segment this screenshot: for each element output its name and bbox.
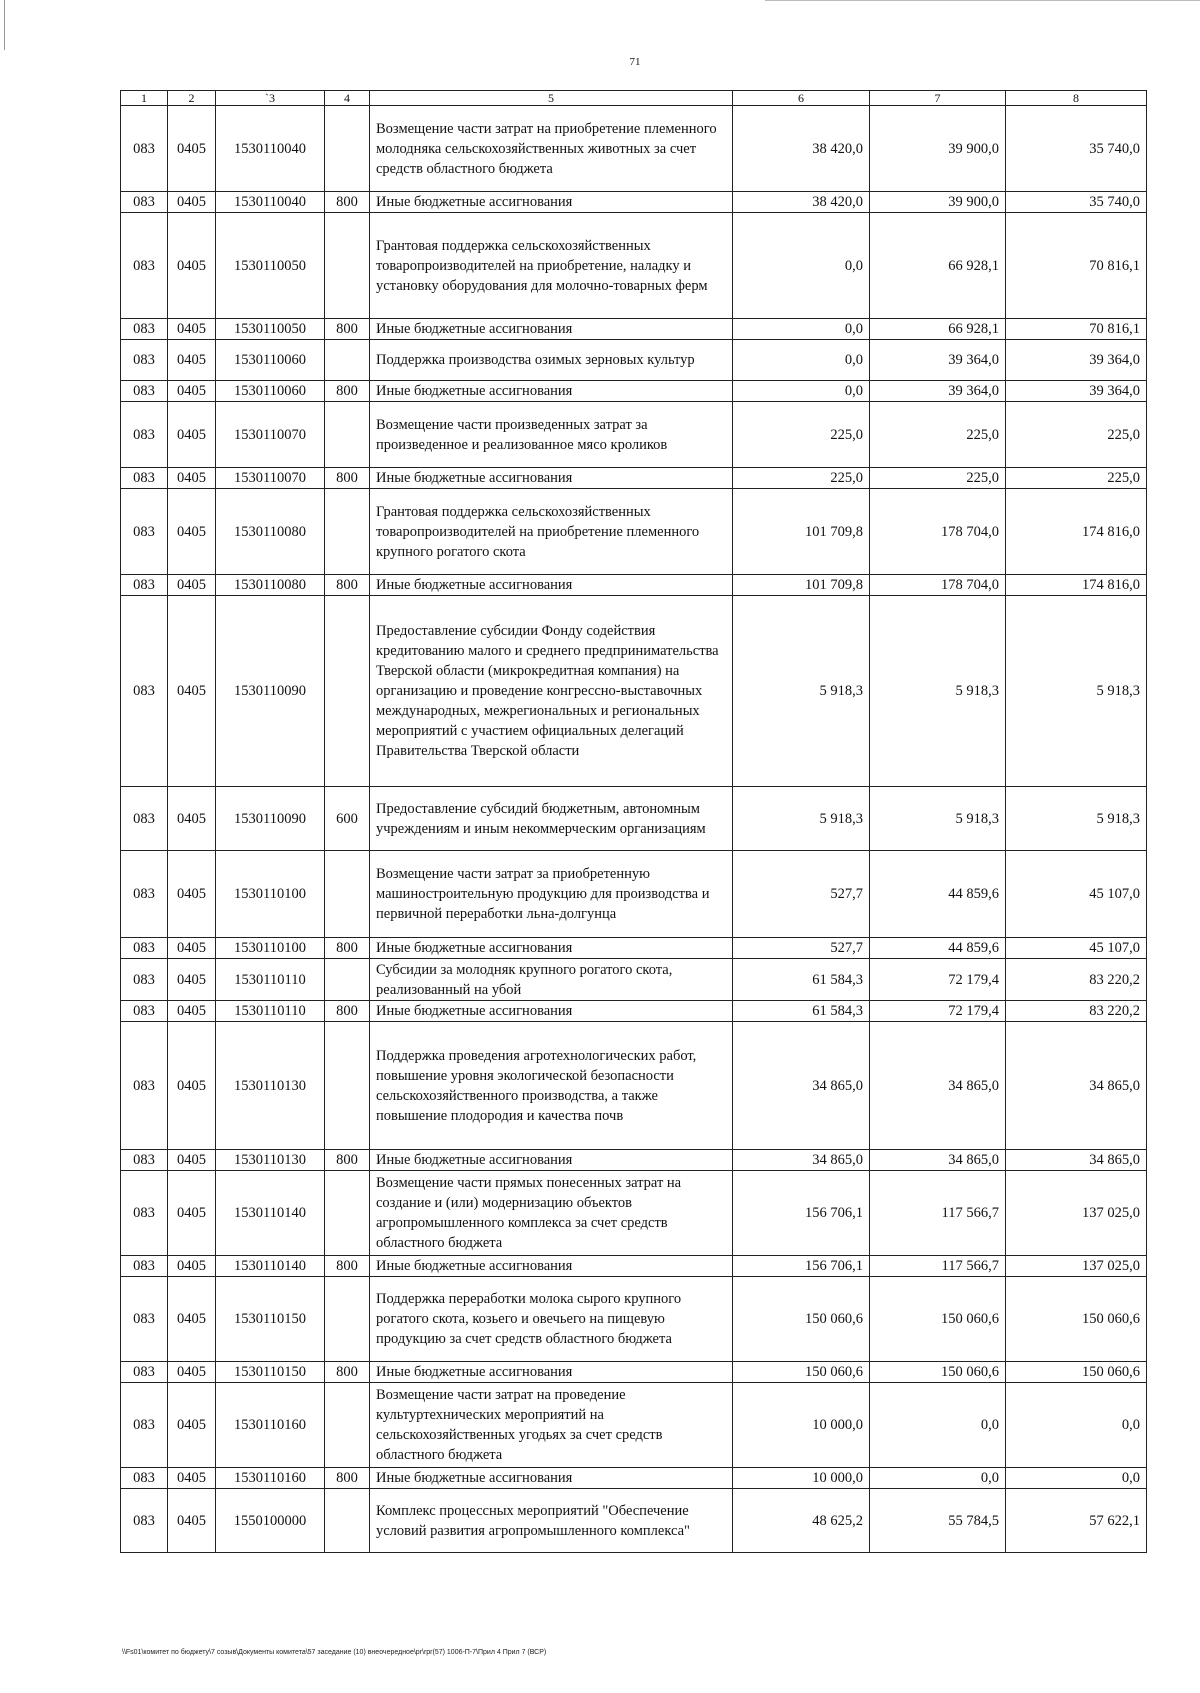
expense-type-cell xyxy=(325,1171,370,1256)
table-row xyxy=(121,1277,1147,1362)
amount-col8-cell: 150 060,6 xyxy=(1006,1277,1147,1362)
expense-type-cell: 800 xyxy=(325,1256,370,1277)
amount-col8-cell: 5 918,3 xyxy=(1006,596,1147,787)
target-article-cell: 1530110090 xyxy=(216,596,325,787)
expense-type-cell: 800 xyxy=(325,381,370,402)
section-code-cell: 0405 xyxy=(168,319,216,340)
amount-col6-cell: 38 420,0 xyxy=(733,106,870,192)
amount-col7-cell: 225,0 xyxy=(870,402,1006,468)
amount-col8-cell: 137 025,0 xyxy=(1006,1171,1147,1256)
amount-col6-cell: 527,7 xyxy=(733,851,870,938)
ministry-code-cell: 083 xyxy=(121,381,168,402)
table-row xyxy=(121,402,1147,468)
section-code-cell: 0405 xyxy=(168,1383,216,1468)
amount-col6-cell: 34 865,0 xyxy=(733,1150,870,1171)
ministry-code-cell: 083 xyxy=(121,1468,168,1489)
target-article-cell: 1530110060 xyxy=(216,340,325,381)
ministry-code-cell: 083 xyxy=(121,1256,168,1277)
target-article-cell: 1530110150 xyxy=(216,1277,325,1362)
column-header-8: 8 xyxy=(1006,91,1147,106)
target-article-cell: 1530110140 xyxy=(216,1171,325,1256)
column-header-3: `3 xyxy=(216,91,325,106)
amount-col7-cell: 66 928,1 xyxy=(870,319,1006,340)
table-row xyxy=(121,489,1147,575)
ministry-code-cell: 083 xyxy=(121,1022,168,1150)
ministry-code-cell: 083 xyxy=(121,489,168,575)
amount-col6-cell: 61 584,3 xyxy=(733,959,870,1001)
ministry-code-cell: 083 xyxy=(121,1001,168,1022)
table-row xyxy=(121,787,1147,851)
table-row xyxy=(121,1383,1147,1468)
section-code-cell: 0405 xyxy=(168,1277,216,1362)
target-article-cell: 1530110130 xyxy=(216,1150,325,1171)
table-row xyxy=(121,106,1147,192)
section-code-cell: 0405 xyxy=(168,340,216,381)
ministry-code-cell: 083 xyxy=(121,938,168,959)
expense-type-cell xyxy=(325,1489,370,1553)
target-article-cell: 1530110070 xyxy=(216,468,325,489)
table-row xyxy=(121,1256,1147,1277)
target-article-cell: 1530110050 xyxy=(216,213,325,319)
amount-col8-cell: 57 622,1 xyxy=(1006,1489,1147,1553)
amount-col6-cell: 61 584,3 xyxy=(733,1001,870,1022)
table-row xyxy=(121,1022,1147,1150)
amount-col8-cell: 34 865,0 xyxy=(1006,1150,1147,1171)
amount-col7-cell: 72 179,4 xyxy=(870,959,1006,1001)
section-code-cell: 0405 xyxy=(168,213,216,319)
column-header-2: 2 xyxy=(168,91,216,106)
description-cell: Иные бюджетные ассигнования xyxy=(370,575,733,596)
section-code-cell: 0405 xyxy=(168,1150,216,1171)
target-article-cell: 1530110100 xyxy=(216,851,325,938)
amount-col6-cell: 150 060,6 xyxy=(733,1362,870,1383)
table-body xyxy=(121,106,1147,1553)
section-code-cell: 0405 xyxy=(168,575,216,596)
description-cell: Возмещение части затрат за приобретенную машиностроительную продукцию для производства и первичной переработки льна-долгунца xyxy=(370,851,733,938)
amount-col7-cell: 55 784,5 xyxy=(870,1489,1006,1553)
section-code-cell: 0405 xyxy=(168,1489,216,1553)
amount-col6-cell: 5 918,3 xyxy=(733,787,870,851)
amount-col6-cell: 10 000,0 xyxy=(733,1383,870,1468)
amount-col6-cell: 5 918,3 xyxy=(733,596,870,787)
amount-col7-cell: 39 900,0 xyxy=(870,106,1006,192)
target-article-cell: 1530110110 xyxy=(216,959,325,1001)
amount-col8-cell: 137 025,0 xyxy=(1006,1256,1147,1277)
amount-col7-cell: 117 566,7 xyxy=(870,1171,1006,1256)
expense-type-cell xyxy=(325,489,370,575)
expense-type-cell xyxy=(325,1277,370,1362)
amount-col6-cell: 10 000,0 xyxy=(733,1468,870,1489)
expense-type-cell: 800 xyxy=(325,1468,370,1489)
ministry-code-cell: 083 xyxy=(121,402,168,468)
section-code-cell: 0405 xyxy=(168,1362,216,1383)
section-code-cell: 0405 xyxy=(168,959,216,1001)
target-article-cell: 1530110100 xyxy=(216,938,325,959)
target-article-cell: 1530110130 xyxy=(216,1022,325,1150)
ministry-code-cell: 083 xyxy=(121,319,168,340)
target-article-cell: 1530110080 xyxy=(216,489,325,575)
ministry-code-cell: 083 xyxy=(121,192,168,213)
expense-type-cell: 600 xyxy=(325,787,370,851)
amount-col6-cell: 0,0 xyxy=(733,213,870,319)
target-article-cell: 1530110140 xyxy=(216,1256,325,1277)
amount-col7-cell: 44 859,6 xyxy=(870,938,1006,959)
table-row xyxy=(121,468,1147,489)
description-cell: Поддержка проведения агротехнологических работ, повышение уровня экологической безопасности сельскохозяйственного производства, а также повышение плодородия и качества почв xyxy=(370,1022,733,1150)
expense-type-cell: 800 xyxy=(325,468,370,489)
amount-col6-cell: 0,0 xyxy=(733,319,870,340)
amount-col8-cell: 174 816,0 xyxy=(1006,575,1147,596)
column-header-4: 4 xyxy=(325,91,370,106)
expense-type-cell xyxy=(325,402,370,468)
amount-col8-cell: 39 364,0 xyxy=(1006,381,1147,402)
ministry-code-cell: 083 xyxy=(121,1277,168,1362)
description-cell: Иные бюджетные ассигнования xyxy=(370,1256,733,1277)
table-row xyxy=(121,1150,1147,1171)
ministry-code-cell: 083 xyxy=(121,851,168,938)
amount-col7-cell: 150 060,6 xyxy=(870,1277,1006,1362)
amount-col8-cell: 225,0 xyxy=(1006,402,1147,468)
amount-col8-cell: 39 364,0 xyxy=(1006,340,1147,381)
section-code-cell: 0405 xyxy=(168,1022,216,1150)
section-code-cell: 0405 xyxy=(168,1256,216,1277)
table-row xyxy=(121,959,1147,1001)
amount-col8-cell: 0,0 xyxy=(1006,1468,1147,1489)
amount-col7-cell: 39 364,0 xyxy=(870,340,1006,381)
description-cell: Предоставление субсидий бюджетным, автономным учреждениям и иным некоммерческим организациям xyxy=(370,787,733,851)
target-article-cell: 1530110040 xyxy=(216,192,325,213)
table-row xyxy=(121,1171,1147,1256)
section-code-cell: 0405 xyxy=(168,1171,216,1256)
table-row xyxy=(121,319,1147,340)
amount-col7-cell: 178 704,0 xyxy=(870,575,1006,596)
table-row xyxy=(121,851,1147,938)
target-article-cell: 1530110110 xyxy=(216,1001,325,1022)
section-code-cell: 0405 xyxy=(168,787,216,851)
amount-col7-cell: 150 060,6 xyxy=(870,1362,1006,1383)
amount-col8-cell: 83 220,2 xyxy=(1006,1001,1147,1022)
description-cell: Иные бюджетные ассигнования xyxy=(370,319,733,340)
amount-col7-cell: 0,0 xyxy=(870,1383,1006,1468)
expense-type-cell xyxy=(325,959,370,1001)
expense-type-cell xyxy=(325,1022,370,1150)
description-cell: Грантовая поддержка сельскохозяйственных товаропроизводителей на приобретение, наладку и установку оборудования для молочно-товарных ферм xyxy=(370,213,733,319)
amount-col7-cell: 39 900,0 xyxy=(870,192,1006,213)
amount-col6-cell: 48 625,2 xyxy=(733,1489,870,1553)
table-row xyxy=(121,1489,1147,1553)
target-article-cell: 1530110160 xyxy=(216,1468,325,1489)
ministry-code-cell: 083 xyxy=(121,340,168,381)
expense-type-cell xyxy=(325,1383,370,1468)
amount-col7-cell: 178 704,0 xyxy=(870,489,1006,575)
ministry-code-cell: 083 xyxy=(121,213,168,319)
description-cell: Поддержка производства озимых зерновых культур xyxy=(370,340,733,381)
amount-col7-cell: 34 865,0 xyxy=(870,1022,1006,1150)
target-article-cell: 1530110080 xyxy=(216,575,325,596)
section-code-cell: 0405 xyxy=(168,851,216,938)
target-article-cell: 1530110050 xyxy=(216,319,325,340)
amount-col7-cell: 5 918,3 xyxy=(870,787,1006,851)
amount-col6-cell: 34 865,0 xyxy=(733,1022,870,1150)
section-code-cell: 0405 xyxy=(168,381,216,402)
scan-border-top xyxy=(765,0,1200,1)
table-row xyxy=(121,575,1147,596)
expense-type-cell: 800 xyxy=(325,1001,370,1022)
table-row xyxy=(121,1468,1147,1489)
amount-col7-cell: 44 859,6 xyxy=(870,851,1006,938)
target-article-cell: 1550100000 xyxy=(216,1489,325,1553)
section-code-cell: 0405 xyxy=(168,402,216,468)
expense-type-cell: 800 xyxy=(325,192,370,213)
expense-type-cell: 800 xyxy=(325,1362,370,1383)
amount-col6-cell: 225,0 xyxy=(733,402,870,468)
expense-type-cell xyxy=(325,851,370,938)
description-cell: Возмещение части прямых понесенных затрат на создание и (или) модернизацию объектов агропромышленного комплекса за счет средств областного бюджета xyxy=(370,1171,733,1256)
table-row xyxy=(121,1362,1147,1383)
description-cell: Иные бюджетные ассигнования xyxy=(370,381,733,402)
description-cell: Иные бюджетные ассигнования xyxy=(370,468,733,489)
amount-col7-cell: 34 865,0 xyxy=(870,1150,1006,1171)
amount-col7-cell: 5 918,3 xyxy=(870,596,1006,787)
table-row xyxy=(121,381,1147,402)
target-article-cell: 1530110070 xyxy=(216,402,325,468)
section-code-cell: 0405 xyxy=(168,192,216,213)
description-cell: Иные бюджетные ассигнования xyxy=(370,192,733,213)
ministry-code-cell: 083 xyxy=(121,1362,168,1383)
table-row xyxy=(121,340,1147,381)
amount-col8-cell: 34 865,0 xyxy=(1006,1022,1147,1150)
expense-type-cell xyxy=(325,213,370,319)
amount-col6-cell: 38 420,0 xyxy=(733,192,870,213)
target-article-cell: 1530110090 xyxy=(216,787,325,851)
column-header-5: 5 xyxy=(370,91,733,106)
ministry-code-cell: 083 xyxy=(121,959,168,1001)
section-code-cell: 0405 xyxy=(168,468,216,489)
description-cell: Грантовая поддержка сельскохозяйственных товаропроизводителей на приобретение племенного крупного рогатого скота xyxy=(370,489,733,575)
table-header xyxy=(121,91,1147,106)
budget-table xyxy=(120,90,1147,1553)
ministry-code-cell: 083 xyxy=(121,468,168,489)
amount-col7-cell: 39 364,0 xyxy=(870,381,1006,402)
amount-col8-cell: 70 816,1 xyxy=(1006,213,1147,319)
section-code-cell: 0405 xyxy=(168,1468,216,1489)
ministry-code-cell: 083 xyxy=(121,575,168,596)
description-cell: Возмещение части затрат на приобретение племенного молодняка сельскохозяйственных животных за счет средств областного бюджета xyxy=(370,106,733,192)
table-row xyxy=(121,213,1147,319)
expense-type-cell xyxy=(325,340,370,381)
amount-col8-cell: 174 816,0 xyxy=(1006,489,1147,575)
expense-type-cell xyxy=(325,596,370,787)
ministry-code-cell: 083 xyxy=(121,1171,168,1256)
amount-col6-cell: 150 060,6 xyxy=(733,1277,870,1362)
ministry-code-cell: 083 xyxy=(121,1383,168,1468)
column-number-row xyxy=(121,91,1147,106)
table-row xyxy=(121,596,1147,787)
description-cell: Поддержка переработки молока сырого крупного рогатого скота, козьего и овечьего на пищевую продукцию за счет средств областного бюджета xyxy=(370,1277,733,1362)
section-code-cell: 0405 xyxy=(168,596,216,787)
amount-col8-cell: 35 740,0 xyxy=(1006,106,1147,192)
footer-file-path: \\Fs01\комитет по бюджету\7 созыв\Документы комитета\57 заседание (10) внеочередное\pr\rpr(57) 1006-П-7\Прил 4 Прил 7 (ВСР) xyxy=(122,1649,547,1656)
amount-col8-cell: 70 816,1 xyxy=(1006,319,1147,340)
amount-col6-cell: 225,0 xyxy=(733,468,870,489)
target-article-cell: 1530110150 xyxy=(216,1362,325,1383)
amount-col8-cell: 225,0 xyxy=(1006,468,1147,489)
amount-col7-cell: 0,0 xyxy=(870,1468,1006,1489)
amount-col6-cell: 156 706,1 xyxy=(733,1171,870,1256)
section-code-cell: 0405 xyxy=(168,106,216,192)
table-row xyxy=(121,1001,1147,1022)
target-article-cell: 1530110040 xyxy=(216,106,325,192)
description-cell: Предоставление субсидии Фонду содействия кредитованию малого и среднего предпринимательства Тверской области (микрокредитная компания) на организацию и проведение конгрессно-выставочных международных, межрегиональных и региональных мероприятий с участием официальных делегаций Правительства Тверской области xyxy=(370,596,733,787)
amount-col8-cell: 0,0 xyxy=(1006,1383,1147,1468)
amount-col6-cell: 101 709,8 xyxy=(733,489,870,575)
ministry-code-cell: 083 xyxy=(121,787,168,851)
ministry-code-cell: 083 xyxy=(121,1489,168,1553)
page-number: 71 xyxy=(629,56,641,68)
amount-col6-cell: 527,7 xyxy=(733,938,870,959)
ministry-code-cell: 083 xyxy=(121,1150,168,1171)
amount-col8-cell: 45 107,0 xyxy=(1006,851,1147,938)
amount-col7-cell: 117 566,7 xyxy=(870,1256,1006,1277)
amount-col8-cell: 83 220,2 xyxy=(1006,959,1147,1001)
description-cell: Возмещение части затрат на проведение культуртехнических мероприятий на сельскохозяйственных угодьях за счет средств областного бюджета xyxy=(370,1383,733,1468)
amount-col8-cell: 150 060,6 xyxy=(1006,1362,1147,1383)
amount-col6-cell: 156 706,1 xyxy=(733,1256,870,1277)
section-code-cell: 0405 xyxy=(168,489,216,575)
description-cell: Иные бюджетные ассигнования xyxy=(370,1468,733,1489)
amount-col8-cell: 35 740,0 xyxy=(1006,192,1147,213)
description-cell: Иные бюджетные ассигнования xyxy=(370,1362,733,1383)
table-row xyxy=(121,192,1147,213)
description-cell: Субсидии за молодняк крупного рогатого скота, реализованный на убой xyxy=(370,959,733,1001)
ministry-code-cell: 083 xyxy=(121,596,168,787)
target-article-cell: 1530110160 xyxy=(216,1383,325,1468)
amount-col7-cell: 72 179,4 xyxy=(870,1001,1006,1022)
description-cell: Иные бюджетные ассигнования xyxy=(370,1150,733,1171)
amount-col6-cell: 0,0 xyxy=(733,340,870,381)
section-code-cell: 0405 xyxy=(168,1001,216,1022)
amount-col8-cell: 5 918,3 xyxy=(1006,787,1147,851)
description-cell: Иные бюджетные ассигнования xyxy=(370,1001,733,1022)
scan-border-left xyxy=(4,0,5,50)
expense-type-cell xyxy=(325,106,370,192)
description-cell: Возмещение части произведенных затрат за произведенное и реализованное мясо кроликов xyxy=(370,402,733,468)
column-header-6: 6 xyxy=(733,91,870,106)
column-header-1: 1 xyxy=(121,91,168,106)
expense-type-cell: 800 xyxy=(325,319,370,340)
column-header-7: 7 xyxy=(870,91,1006,106)
amount-col6-cell: 0,0 xyxy=(733,381,870,402)
expense-type-cell: 800 xyxy=(325,938,370,959)
target-article-cell: 1530110060 xyxy=(216,381,325,402)
expense-type-cell: 800 xyxy=(325,1150,370,1171)
ministry-code-cell: 083 xyxy=(121,106,168,192)
description-cell: Иные бюджетные ассигнования xyxy=(370,938,733,959)
amount-col6-cell: 101 709,8 xyxy=(733,575,870,596)
description-cell: Комплекс процессных мероприятий "Обеспечение условий развития агропромышленного комплекса" xyxy=(370,1489,733,1553)
amount-col7-cell: 66 928,1 xyxy=(870,213,1006,319)
amount-col8-cell: 45 107,0 xyxy=(1006,938,1147,959)
expense-type-cell: 800 xyxy=(325,575,370,596)
section-code-cell: 0405 xyxy=(168,938,216,959)
amount-col7-cell: 225,0 xyxy=(870,468,1006,489)
table-row xyxy=(121,938,1147,959)
